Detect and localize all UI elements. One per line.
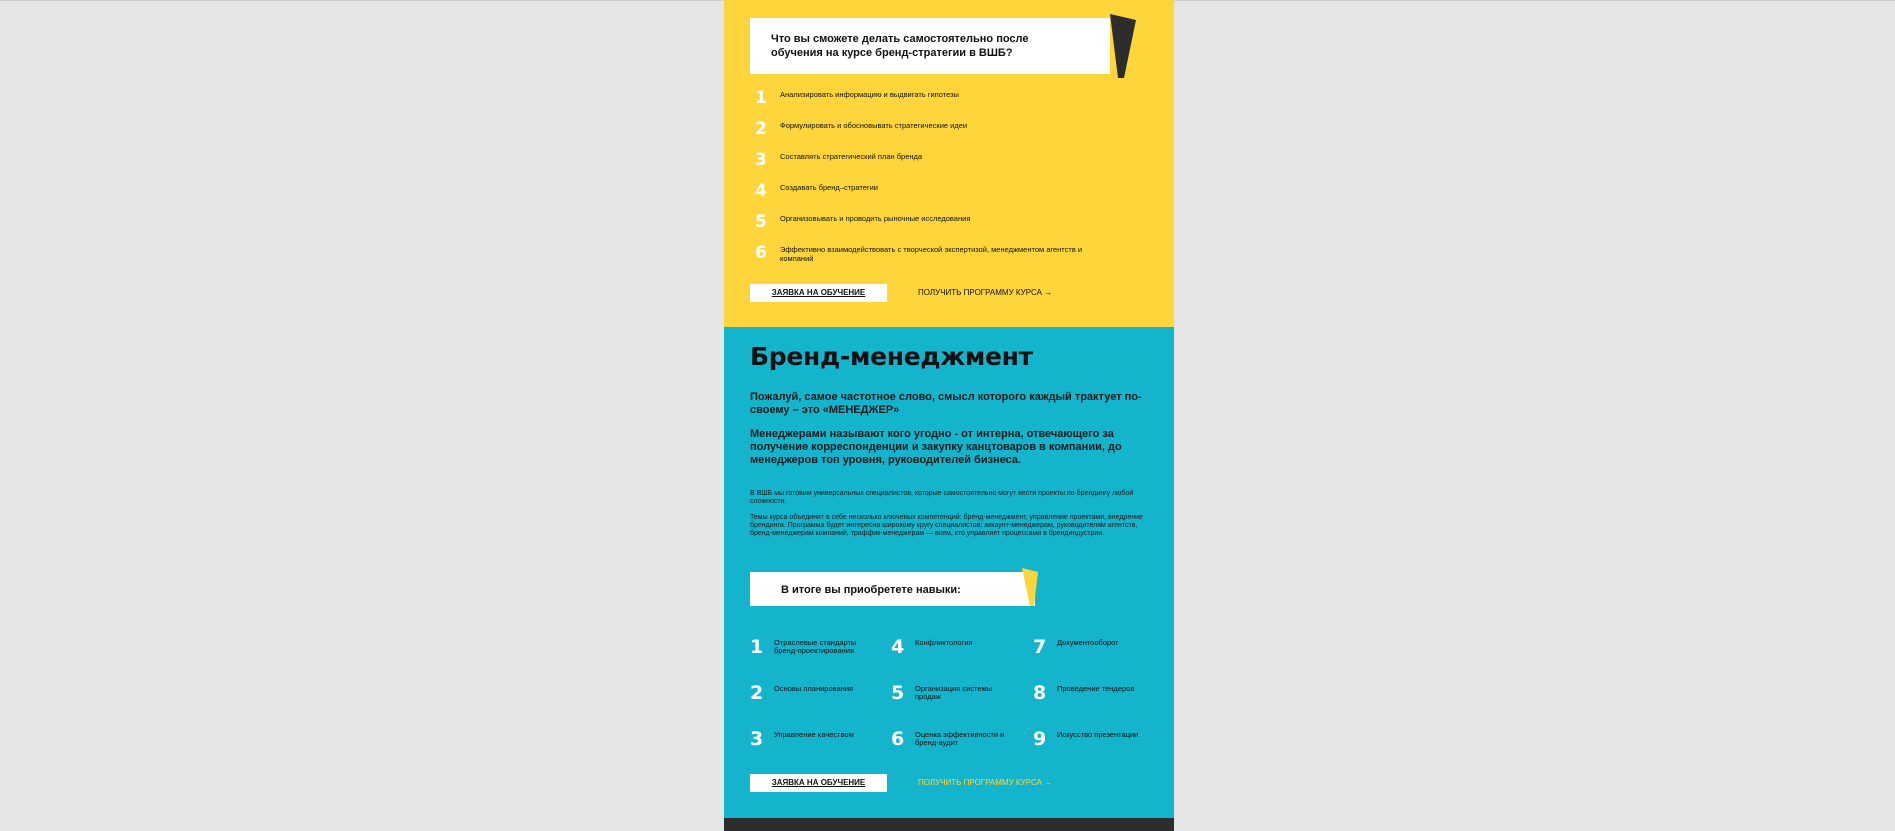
skill-number: 6: [891, 728, 905, 750]
skill-text: Основы планирования: [774, 684, 854, 693]
body-paragraph: Темы курса объединят в себе несколько ключевых компетенций: бренд-менеджмент, управление проектами, внедрение брендинга. Программа будет интересна широкому кругу специалистов: аккаунт-менеджерам, руководителям агентств, бренд-менеджерам компаний, траффик-менеджерам — всем, кто управляет процессами в брендиндустрии.: [750, 514, 1143, 537]
skills-grid: [750, 635, 1160, 775]
skill-text: Проведение тендеров: [1057, 684, 1135, 693]
item-number: 2: [755, 119, 767, 139]
skill-number: 3: [750, 728, 764, 750]
lead-paragraph: Пожалуй, самое частотное слово, смысл которого каждый трактует по-своему – это «МЕНЕДЖЕР»: [750, 391, 1142, 416]
skill-item: [891, 635, 1031, 675]
course-outcomes-section: [724, 0, 1174, 327]
skill-text: Оценка эффективности и бренд-аудит: [915, 730, 1005, 747]
banner-fold-decoration: [1106, 14, 1136, 78]
get-program-link[interactable]: ПОЛУЧИТЬ ПРОГРАММУ КУРСА →: [918, 288, 1053, 297]
get-program-link[interactable]: ПОЛУЧИТЬ ПРОГРАММУ КУРСА →: [918, 778, 1053, 787]
skill-item: [891, 727, 1031, 767]
skill-number: 8: [1033, 682, 1047, 704]
skill-item: [1033, 635, 1173, 675]
list-item: [750, 86, 1150, 117]
skill-number: 2: [750, 682, 764, 704]
item-number: 4: [755, 181, 767, 201]
apply-button[interactable]: ЗАЯВКА НА ОБУЧЕНИЕ: [750, 284, 887, 302]
skill-item: [1033, 727, 1173, 767]
brand-management-section: [724, 327, 1174, 818]
skill-text: Конфликтология: [915, 638, 973, 647]
skill-number: 5: [891, 682, 905, 704]
lead-paragraph: Менеджерами называют кого угодно - от интерна, отвечающего за получение корреспонденции и закупку канцтоваров в компании, до менеджеров топ уровня, руководителей бизнеса.: [750, 428, 1122, 466]
content-column: [724, 0, 1174, 831]
list-item: [750, 179, 1150, 210]
outcomes-title: Что вы сможете делать самостоятельно после обучения на курсе бренд-стратегии в ВШБ?: [771, 33, 1029, 59]
list-item: [750, 210, 1150, 241]
skill-item: [750, 681, 890, 721]
item-text: Составлять стратегический план бренда: [780, 152, 923, 161]
item-number: 6: [755, 243, 767, 263]
body-paragraph: В ВШБ мы готовим универсальных специалистов, которые самостоятельно могут вести проекты по брендингу любой сложности.: [750, 490, 1134, 505]
skills-title: В итоге вы приобретете навыки:: [781, 584, 961, 596]
list-item: [750, 148, 1150, 179]
item-number: 1: [755, 88, 767, 108]
section-heading: Бренд-менеджмент: [750, 342, 1033, 371]
skills-banner: [750, 572, 1035, 606]
skill-text: Документооборот: [1057, 638, 1119, 647]
item-text: Создавать бренд–стратегии: [780, 183, 878, 192]
footer-strip: [724, 818, 1174, 831]
skill-number: 9: [1033, 728, 1047, 750]
item-number: 5: [755, 212, 767, 232]
apply-button[interactable]: ЗАЯВКА НА ОБУЧЕНИЕ: [750, 774, 887, 792]
skill-text: Организация системы продаж: [915, 684, 993, 701]
skill-text: Отраслевые стандарты бренд-проектирования: [774, 638, 857, 655]
skill-text: Искусство презентации: [1057, 730, 1139, 739]
outcomes-list: [750, 86, 1150, 272]
list-item: [750, 117, 1150, 148]
skill-item: [1033, 681, 1173, 721]
skill-item: [750, 727, 890, 767]
skill-number: 4: [891, 636, 905, 658]
list-item: [750, 241, 1150, 272]
item-text: Эффективно взаимодействовать с творческой экспертизой, менеджментом агентств и компаний: [780, 245, 1083, 263]
item-text: Анализировать информацию и выдвигать гипотезы: [780, 90, 959, 99]
banner-fold-decoration: [1022, 568, 1040, 606]
skill-item: [891, 681, 1031, 721]
outcomes-banner: [750, 18, 1110, 74]
item-number: 3: [755, 150, 767, 170]
skill-item: [750, 635, 890, 675]
skill-text: Управление качеством: [774, 730, 854, 739]
item-text: Формулировать и обосновывать стратегические идеи: [780, 121, 968, 130]
item-text: Организовывать и проводить рыночные исследования: [780, 214, 971, 223]
skill-number: 7: [1033, 636, 1047, 658]
skill-number: 1: [750, 636, 764, 658]
